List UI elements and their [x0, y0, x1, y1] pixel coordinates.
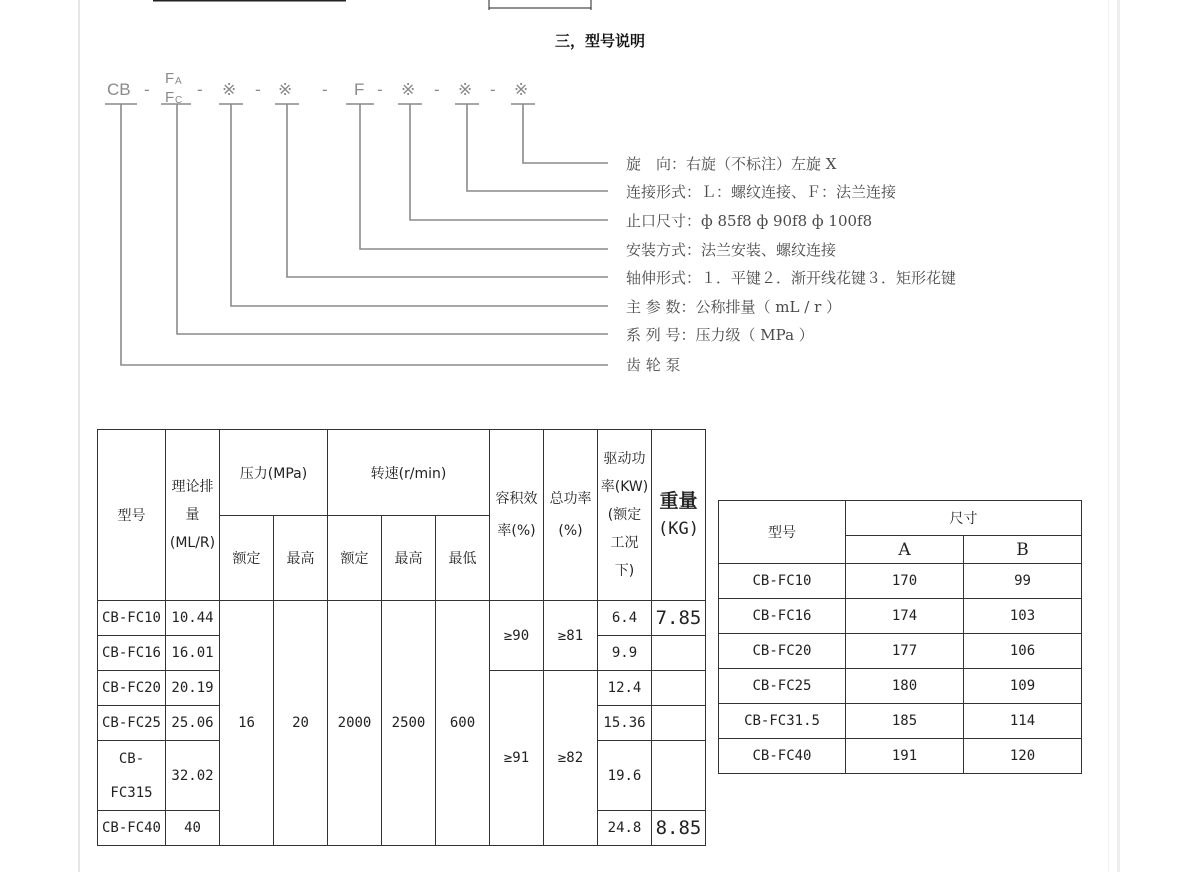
hdr-speed-rated: 额定 — [328, 516, 382, 601]
table-row — [98, 601, 706, 636]
dim-cell-b: 106 — [964, 634, 1082, 669]
cell-total-eff-1: ≥81 — [544, 601, 598, 671]
cell-model: CB- FC315 — [98, 741, 166, 811]
dim-cell-a: 170 — [846, 564, 964, 599]
cell-weight: 7.85 — [652, 601, 706, 636]
hdr-displacement: 理论排 量 (ML/R) — [166, 430, 220, 601]
code-dash: - — [144, 80, 150, 99]
cell-speed-min: 600 — [436, 601, 490, 846]
cell-power: 24.8 — [598, 811, 652, 846]
table-row — [719, 739, 1082, 774]
code-sub-a: A — [175, 76, 182, 87]
spec-table — [97, 429, 706, 846]
cell-pressure-max: 20 — [274, 601, 328, 846]
section-title: 三，型号说明 — [554, 32, 645, 50]
dim-hdr-model: 型号 — [719, 501, 846, 564]
code-f-lower: F — [165, 89, 175, 106]
cell-model: CB-FC40 — [98, 811, 166, 846]
cell-total-eff-2: ≥82 — [544, 671, 598, 846]
cell-vol-eff-1: ≥90 — [490, 601, 544, 671]
code-f: F — [354, 80, 365, 99]
desc-pump: 齿 轮 泵 — [626, 356, 681, 374]
code-dash: - — [490, 80, 496, 99]
desc-param: 主 参 数：公称排量（ mL / r ） — [626, 298, 842, 316]
code-dash: - — [434, 80, 440, 99]
dim-cell-a: 177 — [846, 634, 964, 669]
dim-cell-model: CB-FC10 — [719, 564, 846, 599]
cell-disp: 25.06 — [166, 706, 220, 741]
hdr-drive-power: 驱动功 率(KW) (额定 工况 下) — [598, 430, 652, 601]
dim-cell-a: 180 — [846, 669, 964, 704]
code-dash: - — [377, 80, 383, 99]
cell-power: 15.36 — [598, 706, 652, 741]
cell-disp: 16.01 — [166, 636, 220, 671]
cell-power: 6.4 — [598, 601, 652, 636]
dim-cell-model: CB-FC16 — [719, 599, 846, 634]
dim-hdr-b: B — [964, 536, 1082, 564]
model-code-diagram — [0, 60, 1100, 380]
dim-hdr-size: 尺寸 — [846, 501, 1082, 536]
table-row — [719, 704, 1082, 739]
cell-model: CB-FC25 — [98, 706, 166, 741]
hdr-weight: 重量 (KG) — [652, 430, 706, 601]
cell-model: CB-FC16 — [98, 636, 166, 671]
code-dash: - — [322, 80, 328, 99]
cell-model: CB-FC10 — [98, 601, 166, 636]
cell-power: 9.9 — [598, 636, 652, 671]
dim-hdr-a: A — [846, 536, 964, 564]
code-x-connect: ※ — [458, 80, 473, 99]
table-row — [719, 634, 1082, 669]
cell-weight — [652, 706, 706, 741]
code-dash: - — [197, 80, 203, 99]
hdr-speed-min: 最低 — [436, 516, 490, 601]
hdr-model: 型号 — [98, 430, 166, 601]
code-x-param: ※ — [222, 80, 237, 99]
table-row — [719, 564, 1082, 599]
dim-cell-model: CB-FC40 — [719, 739, 846, 774]
desc-spigot: 止口尺寸：ф 85f8 ф 90f8 ф 100f8 — [626, 212, 873, 230]
cell-disp: 10.44 — [166, 601, 220, 636]
dim-cell-b: 109 — [964, 669, 1082, 704]
hdr-speed: 转速(r/min) — [328, 430, 490, 516]
dim-cell-b: 103 — [964, 599, 1082, 634]
cell-model: CB-FC20 — [98, 671, 166, 706]
desc-mounting: 安装方式：法兰安装、螺纹连接 — [626, 241, 837, 259]
code-x-rotation: ※ — [514, 80, 529, 99]
hdr-total-eff: 总功率 (%) — [544, 430, 598, 601]
desc-rotation: 旋 向：右旋（不标注）左旋 X — [626, 155, 837, 173]
dim-cell-a: 191 — [846, 739, 964, 774]
cell-speed-max: 2500 — [382, 601, 436, 846]
code-x-spigot: ※ — [401, 80, 416, 99]
cell-disp: 32.02 — [166, 741, 220, 811]
dim-cell-model: CB-FC25 — [719, 669, 846, 704]
page-right-border-inner — [1108, 0, 1109, 872]
hdr-pressure: 压力(MPa) — [220, 430, 328, 516]
hdr-pressure-max: 最高 — [274, 516, 328, 601]
dim-cell-b: 120 — [964, 739, 1082, 774]
cell-power: 19.6 — [598, 741, 652, 811]
desc-shaft: 轴伸形式：１．平键２．渐开线花键３．矩形花键 — [626, 269, 957, 287]
dim-cell-a: 185 — [846, 704, 964, 739]
hdr-speed-max: 最高 — [382, 516, 436, 601]
desc-connection: 连接形式：Ｌ：螺纹连接、Ｆ：法兰连接 — [626, 183, 897, 201]
cell-weight — [652, 671, 706, 706]
model-descriptions — [626, 155, 956, 374]
code-dash: - — [255, 80, 261, 99]
cell-pressure-rated: 16 — [220, 601, 274, 846]
code-f-upper: F — [165, 70, 175, 87]
cell-weight: 8.85 — [652, 811, 706, 846]
cell-vol-eff-2: ≥91 — [490, 671, 544, 846]
table-row — [719, 599, 1082, 634]
dimension-table — [718, 500, 1082, 774]
cropped-drawing-remnant — [0, 0, 1200, 14]
dim-cell-b: 114 — [964, 704, 1082, 739]
hdr-pressure-rated: 额定 — [220, 516, 274, 601]
dim-cell-a: 174 — [846, 599, 964, 634]
cell-weight — [652, 636, 706, 671]
page-right-border — [1117, 0, 1120, 872]
dim-cell-model: CB-FC20 — [719, 634, 846, 669]
cell-weight — [652, 741, 706, 811]
code-sub-c: C — [175, 95, 183, 106]
code-x-shaft: ※ — [278, 80, 293, 99]
dim-cell-model: CB-FC31.5 — [719, 704, 846, 739]
cell-power: 12.4 — [598, 671, 652, 706]
cell-speed-rated: 2000 — [328, 601, 382, 846]
code-cb: CB — [107, 80, 131, 99]
cell-disp: 40 — [166, 811, 220, 846]
table-row — [719, 669, 1082, 704]
model-code — [107, 70, 528, 106]
cell-disp: 20.19 — [166, 671, 220, 706]
hdr-vol-eff: 容积效 率(%) — [490, 430, 544, 601]
desc-series: 系 列 号：压力级（ MPa ） — [626, 326, 814, 344]
dim-cell-b: 99 — [964, 564, 1082, 599]
